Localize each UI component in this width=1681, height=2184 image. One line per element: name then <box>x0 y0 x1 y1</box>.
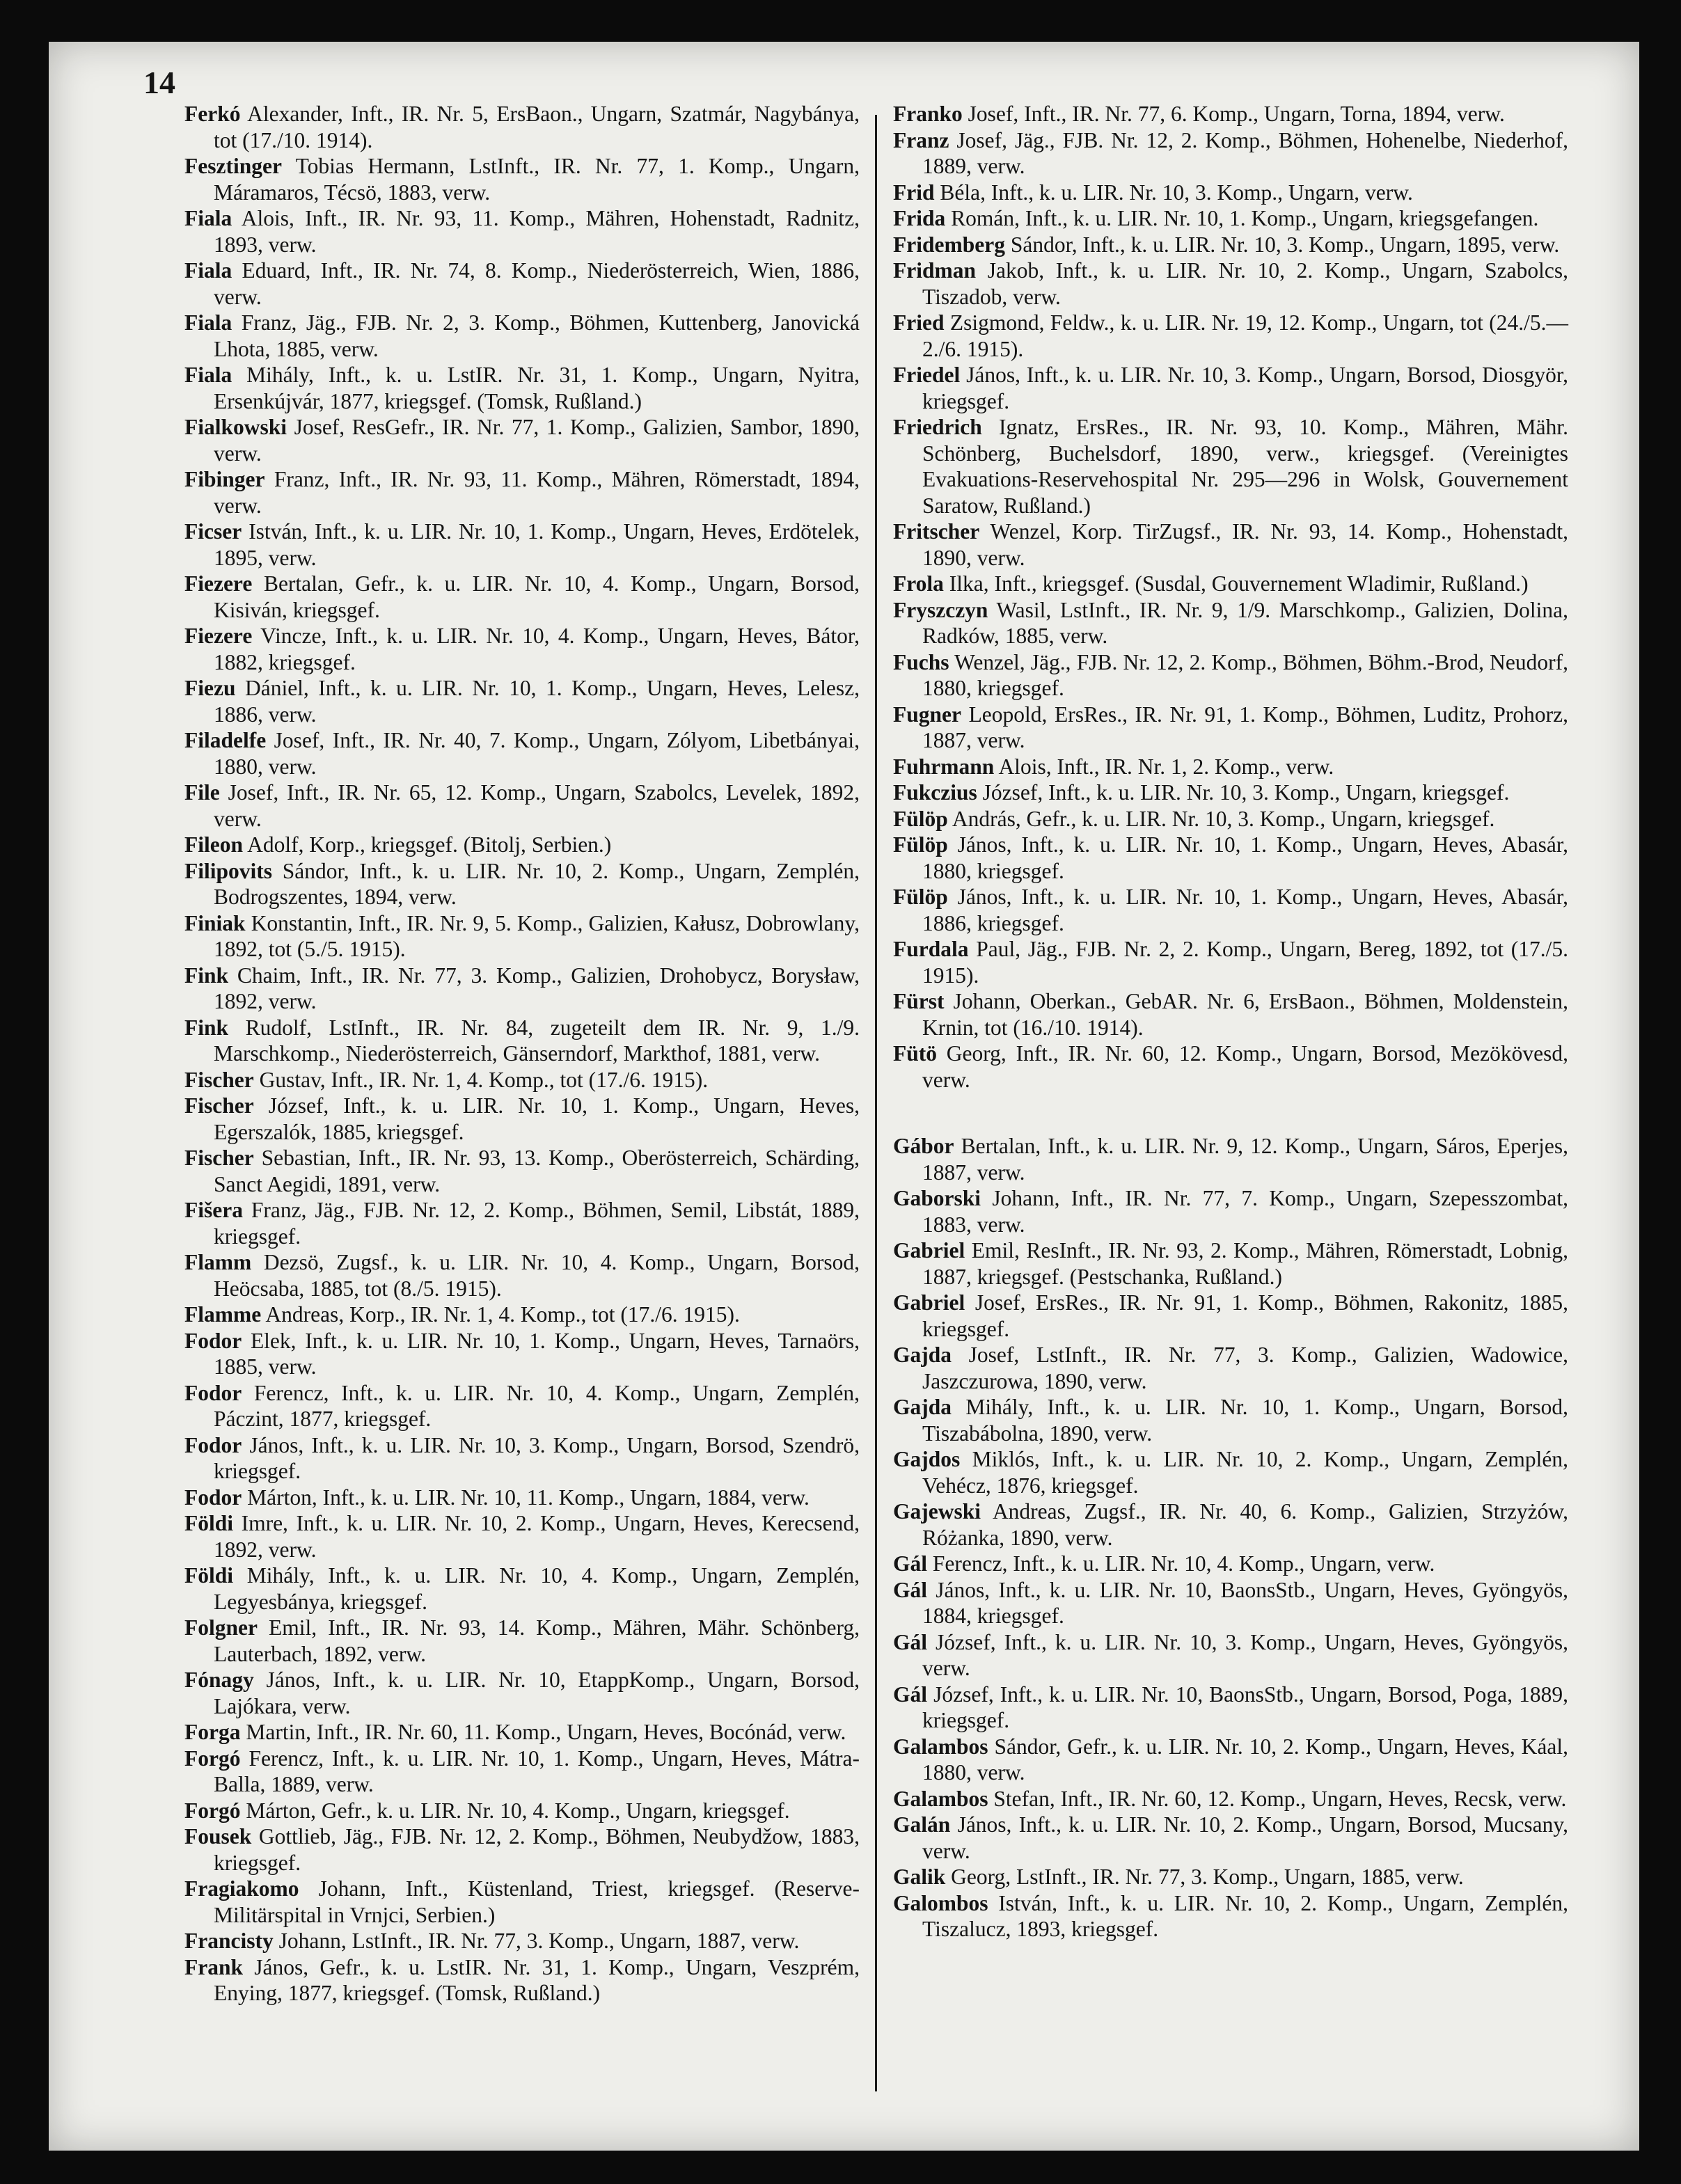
entry-details: Elek, Inft., k. u. LIR. Nr. 10, 1. Komp., Ungarn, Heves, Tarnaörs, 1885, verw. <box>214 1328 860 1379</box>
list-entry <box>184 1301 860 1328</box>
list-entry <box>893 1551 1568 1577</box>
entry-details: Martin, Inft., IR. Nr. 60, 11. Komp., Ungarn, Heves, Bocónád, verw. <box>246 1720 846 1744</box>
entry-details: Stefan, Inft., IR. Nr. 60, 12. Komp., Ungarn, Heves, Recsk, verw. <box>993 1786 1567 1811</box>
list-entry <box>893 1133 1568 1185</box>
entry-details: Sándor, Inft., k. u. LIR. Nr. 10, 3. Komp., Ungarn, 1895, verw. <box>1010 232 1560 257</box>
entry-surname: Galambos <box>893 1734 988 1759</box>
entry-surname: Fülöp <box>893 806 948 831</box>
list-entry <box>893 702 1568 754</box>
entry-surname: Fischer <box>184 1093 254 1118</box>
list-entry <box>893 1185 1568 1237</box>
entry-surname: Franko <box>893 102 963 126</box>
entry-details: István, Inft., k. u. LIR. Nr. 10, 1. Komp., Ungarn, Heves, Erdötelek, 1895, verw. <box>214 519 860 570</box>
column-divider <box>875 115 877 2091</box>
entry-surname: Ficser <box>184 519 242 544</box>
list-entry <box>184 466 860 519</box>
entry-surname: Gajda <box>893 1395 952 1419</box>
entry-surname: Fiala <box>184 206 232 230</box>
entry-surname: Furdala <box>893 937 969 961</box>
entry-surname: Fialkowski <box>184 415 287 439</box>
entry-details: Josef, Inft., IR. Nr. 77, 6. Komp., Ungarn, Torna, 1894, verw. <box>968 102 1505 126</box>
entry-details: Georg, Inft., IR. Nr. 60, 12. Komp., Ungarn, Borsod, Mezökövesd, verw. <box>922 1041 1569 1092</box>
list-entry <box>893 1681 1568 1734</box>
section-gap <box>893 1093 1568 1133</box>
list-entry <box>184 1093 860 1145</box>
entry-surname: Folgner <box>184 1615 258 1640</box>
list-entry <box>184 963 860 1015</box>
entry-details: Zsigmond, Feldw., k. u. LIR. Nr. 19, 12. Komp., Ungarn, tot (24./5.—2./6. 1915). <box>922 310 1568 361</box>
list-entry <box>893 362 1568 414</box>
list-entry <box>893 884 1568 936</box>
entry-surname: Fridman <box>893 258 977 283</box>
entry-surname: Fousek <box>184 1824 252 1849</box>
list-entry <box>893 1040 1568 1093</box>
entry-details: János, Inft., k. u. LIR. Nr. 10, 1. Komp., Ungarn, Heves, Abasár, 1886, kriegsgef. <box>922 885 1569 935</box>
list-entry <box>893 597 1568 649</box>
entry-surname: Fiala <box>184 363 232 387</box>
entry-surname: Gajdos <box>893 1447 961 1471</box>
entry-details: Johann, LstInft., IR. Nr. 77, 3. Komp., Ungarn, 1887, verw. <box>278 1929 800 1953</box>
entry-surname: Gál <box>893 1577 928 1602</box>
list-entry <box>184 153 860 205</box>
right-column <box>893 101 1568 1942</box>
entry-details: Román, Inft., k. u. LIR. Nr. 10, 1. Komp., Ungarn, kriegsgefangen. <box>951 206 1539 230</box>
entry-surname: Fodor <box>184 1485 242 1510</box>
list-entry <box>184 1876 860 1928</box>
list-entry <box>184 1328 860 1380</box>
entry-details: Sándor, Inft., k. u. LIR. Nr. 10, 2. Komp., Ungarn, Zemplén, Bodrogszentes, 1894, verw. <box>214 858 860 909</box>
list-entry <box>184 1562 860 1615</box>
list-entry <box>184 623 860 675</box>
list-entry <box>184 1615 860 1667</box>
entry-details: Franz, Jäg., FJB. Nr. 12, 2. Komp., Böhmen, Semil, Libstát, 1889, kriegsgef. <box>214 1198 860 1249</box>
list-entry <box>184 1798 860 1824</box>
list-entry <box>184 1954 860 2007</box>
entry-surname: Frid <box>893 180 935 205</box>
entry-details: Georg, LstInft., IR. Nr. 77, 3. Komp., Ungarn, 1885, verw. <box>951 1865 1464 1889</box>
entry-details: Márton, Inft., k. u. LIR. Nr. 10, 11. Komp., Ungarn, 1884, verw. <box>247 1485 810 1510</box>
entry-details: Josef, Jäg., FJB. Nr. 12, 2. Komp., Böhmen, Hohenelbe, Niederhof, 1889, verw. <box>922 127 1568 178</box>
list-entry <box>893 1577 1568 1629</box>
entry-surname: Fink <box>184 1015 229 1040</box>
entry-details: József, Inft., k. u. LIR. Nr. 10, 3. Komp., Ungarn, Heves, Gyöngyös, verw. <box>922 1629 1569 1680</box>
entry-surname: Galik <box>893 1865 946 1889</box>
entry-details: József, Inft., k. u. LIR. Nr. 10, 3. Komp., Ungarn, kriegsgef. <box>982 780 1510 805</box>
list-entry <box>184 1015 860 1067</box>
entry-surname: Fugner <box>893 702 961 727</box>
entry-surname: Finiak <box>184 910 246 935</box>
entry-details: Wenzel, Korp. TirZugsf., IR. Nr. 93, 14. Komp., Hohenstadt, 1890, verw. <box>922 519 1568 570</box>
entry-surname: Fürst <box>893 989 945 1013</box>
entry-details: Konstantin, Inft., IR. Nr. 9, 5. Komp., Galizien, Kałusz, Dobrowlany, 1892, tot (5./5. 1915). <box>214 910 860 961</box>
list-entry <box>893 1446 1568 1498</box>
entry-surname: Fischer <box>184 1067 254 1092</box>
entry-surname: Fodor <box>184 1432 242 1457</box>
entry-surname: Forgó <box>184 1798 241 1823</box>
entry-details: Sándor, Gefr., k. u. LIR. Nr. 10, 2. Komp., Ungarn, Heves, Káal, 1880, verw. <box>922 1734 1568 1785</box>
list-entry <box>184 1249 860 1301</box>
list-entry <box>184 1510 860 1562</box>
entry-details: Imre, Inft., k. u. LIR. Nr. 10, 2. Komp., Ungarn, Heves, Kerecsend, 1892, verw. <box>214 1511 860 1562</box>
list-entry <box>893 127 1568 180</box>
list-entry <box>893 1890 1568 1942</box>
entry-details: Ilka, Inft., kriegsgef. (Susdal, Gouvernement Wladimir, Rußland.) <box>949 571 1529 596</box>
entry-details: Andreas, Zugsf., IR. Nr. 40, 6. Komp., Galizien, Strzyżów, Różanka, 1890, verw. <box>922 1499 1568 1550</box>
entry-surname: Gajewski <box>893 1499 981 1524</box>
entry-surname: Fragiakomo <box>184 1876 299 1901</box>
entry-details: Adolf, Korp., kriegsgef. (Bitolj, Serbien.) <box>247 832 612 857</box>
entry-surname: Fink <box>184 963 229 988</box>
entry-surname: Fuchs <box>893 649 949 674</box>
entry-surname: Fütö <box>893 1041 937 1066</box>
entry-surname: Galambos <box>893 1786 988 1811</box>
list-entry <box>893 832 1568 884</box>
entry-details: Emil, Inft., IR. Nr. 93, 14. Komp., Mähren, Mähr. Schönberg, Lauterbach, 1892, verw. <box>214 1615 860 1666</box>
entry-surname: Fülöp <box>893 885 948 909</box>
entry-surname: Fónagy <box>184 1668 254 1692</box>
entry-details: Dezsö, Zugsf., k. u. LIR. Nr. 10, 4. Komp., Ungarn, Borsod, Heöcsaba, 1885, tot (8./5. 1915). <box>214 1250 860 1301</box>
entry-details: Leopold, ErsRes., IR. Nr. 91, 1. Komp., Böhmen, Luditz, Prohorz, 1887, verw. <box>922 702 1568 752</box>
entry-surname: Ferkó <box>184 102 241 126</box>
list-entry <box>893 1342 1568 1394</box>
list-entry <box>893 936 1568 988</box>
list-entry <box>893 780 1568 806</box>
list-entry <box>184 101 860 153</box>
entry-surname: Fryszczyn <box>893 597 988 622</box>
list-entry <box>893 180 1568 206</box>
list-entry <box>184 1380 860 1432</box>
entry-details: Jakob, Inft., k. u. LIR. Nr. 10, 2. Komp., Ungarn, Szabolcs, Tiszadob, verw. <box>922 258 1569 309</box>
entry-details: Franz, Jäg., FJB. Nr. 2, 3. Komp., Böhmen, Kuttenberg, Janovická Lhota, 1885, verw. <box>214 310 860 361</box>
entry-details: Franz, Inft., IR. Nr. 93, 11. Komp., Mähren, Römerstadt, 1894, verw. <box>214 467 860 518</box>
entry-details: Ferencz, Inft., k. u. LIR. Nr. 10, 4. Komp., Ungarn, verw. <box>932 1551 1435 1576</box>
entry-surname: Gál <box>893 1551 928 1576</box>
entry-surname: Földi <box>184 1563 234 1588</box>
entry-surname: Francisty <box>184 1929 274 1953</box>
entry-details: János, Inft., k. u. LIR. Nr. 10, 3. Komp., Ungarn, Borsod, Diosgyör, kriegsgef. <box>922 363 1569 413</box>
entry-details: Johann, Inft., IR. Nr. 77, 7. Komp., Ungarn, Szepesszombat, 1883, verw. <box>922 1186 1569 1237</box>
entry-surname: Galombos <box>893 1890 988 1915</box>
entry-details: Tobias Hermann, LstInft., IR. Nr. 77, 1. Komp., Ungarn, Máramaros, Técsö, 1883, verw. <box>214 154 860 205</box>
list-entry <box>184 258 860 310</box>
list-entry <box>893 806 1568 832</box>
entry-surname: Fibinger <box>184 467 265 491</box>
entry-details: János, Inft., k. u. LIR. Nr. 10, 2. Komp., Ungarn, Borsod, Mucsany, verw. <box>922 1812 1568 1863</box>
entry-surname: Forgó <box>184 1746 241 1771</box>
list-entry <box>184 1432 860 1485</box>
entry-surname: Gabriel <box>893 1238 965 1263</box>
list-entry <box>893 1394 1568 1446</box>
entry-surname: Gábor <box>893 1134 954 1158</box>
entry-details: Gottlieb, Jäg., FJB. Nr. 12, 2. Komp., Böhmen, Neubydžow, 1883, kriegsgef. <box>214 1824 860 1875</box>
entry-details: Emil, ResInft., IR. Nr. 93, 2. Komp., Mähren, Römerstadt, Lobnig, 1887, kriegsgef. (Pestschanka, Rußland.) <box>922 1238 1568 1289</box>
entry-surname: Gajda <box>893 1343 952 1367</box>
entry-details: Bertalan, Inft., k. u. LIR. Nr. 9, 12. Komp., Ungarn, Sáros, Eperjes, 1887, verw. <box>922 1134 1569 1185</box>
entry-surname: Fukczius <box>893 780 977 805</box>
entry-details: János, Gefr., k. u. LstIR. Nr. 31, 1. Komp., Ungarn, Veszprém, Enying, 1877, kriegsgef. (Tomsk, Rußland.) <box>214 1954 860 2005</box>
list-entry <box>893 1290 1568 1342</box>
entry-surname: Friedel <box>893 363 961 387</box>
entry-details: Alois, Inft., IR. Nr. 93, 11. Komp., Mähren, Hohenstadt, Radnitz, 1893, verw. <box>214 206 860 257</box>
list-entry <box>184 832 860 858</box>
entry-surname: Gabriel <box>893 1290 965 1315</box>
entry-details: Wasil, LstInft., IR. Nr. 9, 1/9. Marschkomp., Galizien, Dolina, Radków, 1885, verw. <box>922 597 1569 648</box>
entry-surname: Gaborski <box>893 1186 981 1210</box>
entry-surname: Flamm <box>184 1250 252 1274</box>
list-entry <box>893 414 1568 519</box>
entry-surname: Galán <box>893 1812 951 1837</box>
list-entry <box>893 1734 1568 1786</box>
entry-surname: Frida <box>893 206 946 230</box>
list-entry <box>893 101 1568 127</box>
list-entry <box>184 780 860 832</box>
entry-details: János, Inft., k. u. LIR. Nr. 10, 1. Komp., Ungarn, Heves, Abasár, 1880, kriegsgef. <box>922 832 1569 883</box>
list-entry <box>893 754 1568 780</box>
entry-details: János, Inft., k. u. LIR. Nr. 10, EtappKomp., Ungarn, Borsod, Lajókara, verw. <box>214 1668 860 1718</box>
entry-details: Johann, Oberkan., GebAR. Nr. 6, ErsBaon., Böhmen, Moldenstein, Krnin, tot (16./10. 1914). <box>922 989 1568 1040</box>
list-entry <box>893 258 1568 310</box>
entry-surname: Fodor <box>184 1380 242 1405</box>
list-entry <box>184 1667 860 1719</box>
entry-details: Ferencz, Inft., k. u. LIR. Nr. 10, 4. Komp., Ungarn, Zemplén, Páczint, 1877, kriegsgef. <box>214 1380 860 1431</box>
list-entry <box>184 310 860 362</box>
list-entry <box>184 1928 860 1954</box>
list-entry <box>893 571 1568 597</box>
entry-details: János, Inft., k. u. LIR. Nr. 10, BaonsStb., Ungarn, Heves, Gyöngyös, 1884, kriegsgef. <box>922 1577 1569 1628</box>
entry-details: Josef, Inft., IR. Nr. 40, 7. Komp., Ungarn, Zólyom, Libetbányai, 1880, verw. <box>214 728 860 779</box>
list-entry <box>184 414 860 466</box>
entry-surname: Fiezere <box>184 624 253 648</box>
list-entry <box>184 727 860 780</box>
entry-surname: Frola <box>893 571 944 596</box>
list-entry <box>893 649 1568 702</box>
entry-details: Mihály, Inft., k. u. LstIR. Nr. 31, 1. Komp., Ungarn, Nyitra, Ersenkújvár, 1877, kriegsgef. (Tomsk, Rußland.) <box>214 363 860 413</box>
list-entry <box>184 1145 860 1197</box>
list-entry <box>184 1746 860 1798</box>
entry-details: Miklós, Inft., k. u. LIR. Nr. 10, 2. Komp., Ungarn, Zemplén, Vehécz, 1876, kriegsgef. <box>922 1447 1568 1498</box>
entry-details: Paul, Jäg., FJB. Nr. 2, 2. Komp., Ungarn, Bereg, 1892, tot (17./5. 1915). <box>922 937 1569 988</box>
entry-details: Márton, Gefr., k. u. LIR. Nr. 10, 4. Komp., Ungarn, kriegsgef. <box>246 1798 790 1823</box>
list-entry <box>184 1067 860 1093</box>
entry-details: József, Inft., k. u. LIR. Nr. 10, BaonsStb., Ungarn, Borsod, Poga, 1889, kriegsgef. <box>922 1681 1568 1732</box>
entry-surname: Fritscher <box>893 519 980 544</box>
list-entry <box>893 205 1568 232</box>
entry-surname: Fried <box>893 310 945 335</box>
entry-details: Bertalan, Gefr., k. u. LIR. Nr. 10, 4. Komp., Ungarn, Borsod, Kisiván, kriegsgef. <box>214 571 860 622</box>
entry-details: Josef, ResGefr., IR. Nr. 77, 1. Komp., Galizien, Sambor, 1890, verw. <box>214 415 860 466</box>
entry-surname: Filadelfe <box>184 728 267 752</box>
entry-surname: Friedrich <box>893 415 982 439</box>
list-entry <box>893 1629 1568 1681</box>
list-entry <box>893 1786 1568 1812</box>
entry-details: Alexander, Inft., IR. Nr. 5, ErsBaon., Ungarn, Szatmár, Nagybánya, tot (17./10. 1914). <box>214 102 860 152</box>
entry-surname: Fileon <box>184 832 243 857</box>
entry-surname: Fridemberg <box>893 232 1005 257</box>
entry-details: Mihály, Inft., k. u. LIR. Nr. 10, 4. Komp., Ungarn, Zemplén, Legyesbánya, kriegsgef. <box>214 1563 860 1614</box>
entry-details: Ignatz, ErsRes., IR. Nr. 93, 10. Komp., Mähren, Mähr. Schönberg, Buchelsdorf, 1890, verw., kriegsgef. (Vereinigtes Evakuations-Reservehospital Nr. 295—296 in Wolsk, Gouvernement Saratow, Rußland.) <box>922 415 1568 518</box>
list-entry <box>184 205 860 258</box>
entry-details: Ferencz, Inft., k. u. LIR. Nr. 10, 1. Komp., Ungarn, Heves, Mátra-Balla, 1889, verw. <box>214 1746 860 1796</box>
list-entry <box>893 310 1568 362</box>
entry-surname: Flamme <box>184 1302 262 1327</box>
entry-details: Dániel, Inft., k. u. LIR. Nr. 10, 1. Komp., Ungarn, Heves, Lelesz, 1886, verw. <box>214 676 860 727</box>
left-column <box>184 101 860 2007</box>
entry-surname: Gál <box>893 1681 928 1707</box>
page-number: 14 <box>143 65 175 100</box>
entry-details: Alois, Inft., IR. Nr. 1, 2. Komp., verw. <box>998 754 1334 779</box>
entry-surname: Fiezu <box>184 676 236 700</box>
list-entry <box>893 1812 1568 1864</box>
entry-details: Josef, ErsRes., IR. Nr. 91, 1. Komp., Böhmen, Rakonitz, 1885, kriegsgef. <box>922 1290 1569 1341</box>
list-entry <box>184 1485 860 1511</box>
list-entry <box>893 988 1568 1040</box>
entry-surname: Frank <box>184 1954 244 1979</box>
entry-surname: Franz <box>893 127 949 152</box>
entry-details: Wenzel, Jäg., FJB. Nr. 12, 2. Komp., Böhmen, Böhm.-Brod, Neudorf, 1880, kriegsgef. <box>922 649 1568 700</box>
entry-details: Gustav, Inft., IR. Nr. 1, 4. Komp., tot (17./6. 1915). <box>259 1067 709 1092</box>
list-entry <box>893 1864 1568 1890</box>
list-entry <box>184 519 860 571</box>
entry-details: Sebastian, Inft., IR. Nr. 93, 13. Komp., Oberösterreich, Schärding, Sanct Aegidi, 1891, verw. <box>214 1146 860 1196</box>
list-entry <box>184 858 860 910</box>
entry-surname: Fodor <box>184 1328 242 1353</box>
list-entry <box>893 519 1568 571</box>
entry-surname: Fülöp <box>893 832 948 857</box>
list-entry <box>184 675 860 727</box>
entry-details: István, Inft., k. u. LIR. Nr. 10, 2. Komp., Ungarn, Zemplén, Tiszalucz, 1893, kriegsgef. <box>922 1890 1569 1941</box>
entry-surname: Fiala <box>184 258 232 283</box>
entry-details: János, Inft., k. u. LIR. Nr. 10, 3. Komp., Ungarn, Borsod, Szendrö, kriegsgef. <box>214 1432 860 1483</box>
list-entry <box>184 1197 860 1249</box>
entry-details: András, Gefr., k. u. LIR. Nr. 10, 3. Komp., Ungarn, kriegsgef. <box>952 806 1495 831</box>
list-entry <box>184 571 860 623</box>
entry-details: Josef, LstInft., IR. Nr. 77, 3. Komp., Galizien, Wadowice, Jaszczurowa, 1890, verw. <box>922 1343 1568 1393</box>
entry-surname: Fiala <box>184 310 232 335</box>
entry-details: Josef, Inft., IR. Nr. 65, 12. Komp., Ungarn, Szabolcs, Levelek, 1892, verw. <box>214 780 860 831</box>
entry-details: Rudolf, LstInft., IR. Nr. 84, zugeteilt dem IR. Nr. 9, 1./9. Marschkomp., Niederösterreich, Gänserndorf, Markthof, 1881, verw. <box>214 1015 860 1066</box>
entry-surname: Fuhrmann <box>893 754 995 779</box>
entry-surname: Fischer <box>184 1146 254 1170</box>
entry-details: Chaim, Inft., IR. Nr. 77, 3. Komp., Galizien, Drohobycz, Borysław, 1892, verw. <box>214 963 860 1013</box>
entry-surname: Fesztinger <box>184 154 282 178</box>
list-entry <box>184 362 860 414</box>
list-entry <box>184 1719 860 1746</box>
entry-details: Béla, Inft., k. u. LIR. Nr. 10, 3. Komp., Ungarn, verw. <box>940 180 1413 205</box>
entry-surname: File <box>184 780 220 805</box>
entry-surname: Filipovits <box>184 858 273 883</box>
entry-details: Johann, Inft., Küstenland, Triest, kriegsgef. (Reserve-Militärspital in Vrnjci, Serbien.) <box>214 1876 860 1927</box>
list-entry <box>893 1237 1568 1290</box>
entry-details: Vincze, Inft., k. u. LIR. Nr. 10, 4. Komp., Ungarn, Heves, Bátor, 1882, kriegsgef. <box>214 624 860 674</box>
entry-details: Eduard, Inft., IR. Nr. 74, 8. Komp., Niederösterreich, Wien, 1886, verw. <box>214 258 860 309</box>
entry-surname: Gál <box>893 1629 928 1654</box>
entry-surname: Fišera <box>184 1198 243 1222</box>
list-entry <box>184 910 860 963</box>
list-entry <box>184 1823 860 1876</box>
list-entry <box>893 232 1568 258</box>
entry-details: Mihály, Inft., k. u. LIR. Nr. 10, 1. Komp., Ungarn, Borsod, Tiszabábolna, 1890, verw. <box>922 1395 1568 1446</box>
list-entry <box>893 1498 1568 1551</box>
entry-surname: Földi <box>184 1511 234 1535</box>
entry-details: Andreas, Korp., IR. Nr. 1, 4. Komp., tot (17./6. 1915). <box>265 1302 740 1327</box>
entry-surname: Fiezere <box>184 571 253 596</box>
entry-details: József, Inft., k. u. LIR. Nr. 10, 1. Komp., Ungarn, Heves, Egerszalók, 1885, kriegsgef. <box>214 1093 860 1144</box>
entry-surname: Forga <box>184 1720 241 1744</box>
